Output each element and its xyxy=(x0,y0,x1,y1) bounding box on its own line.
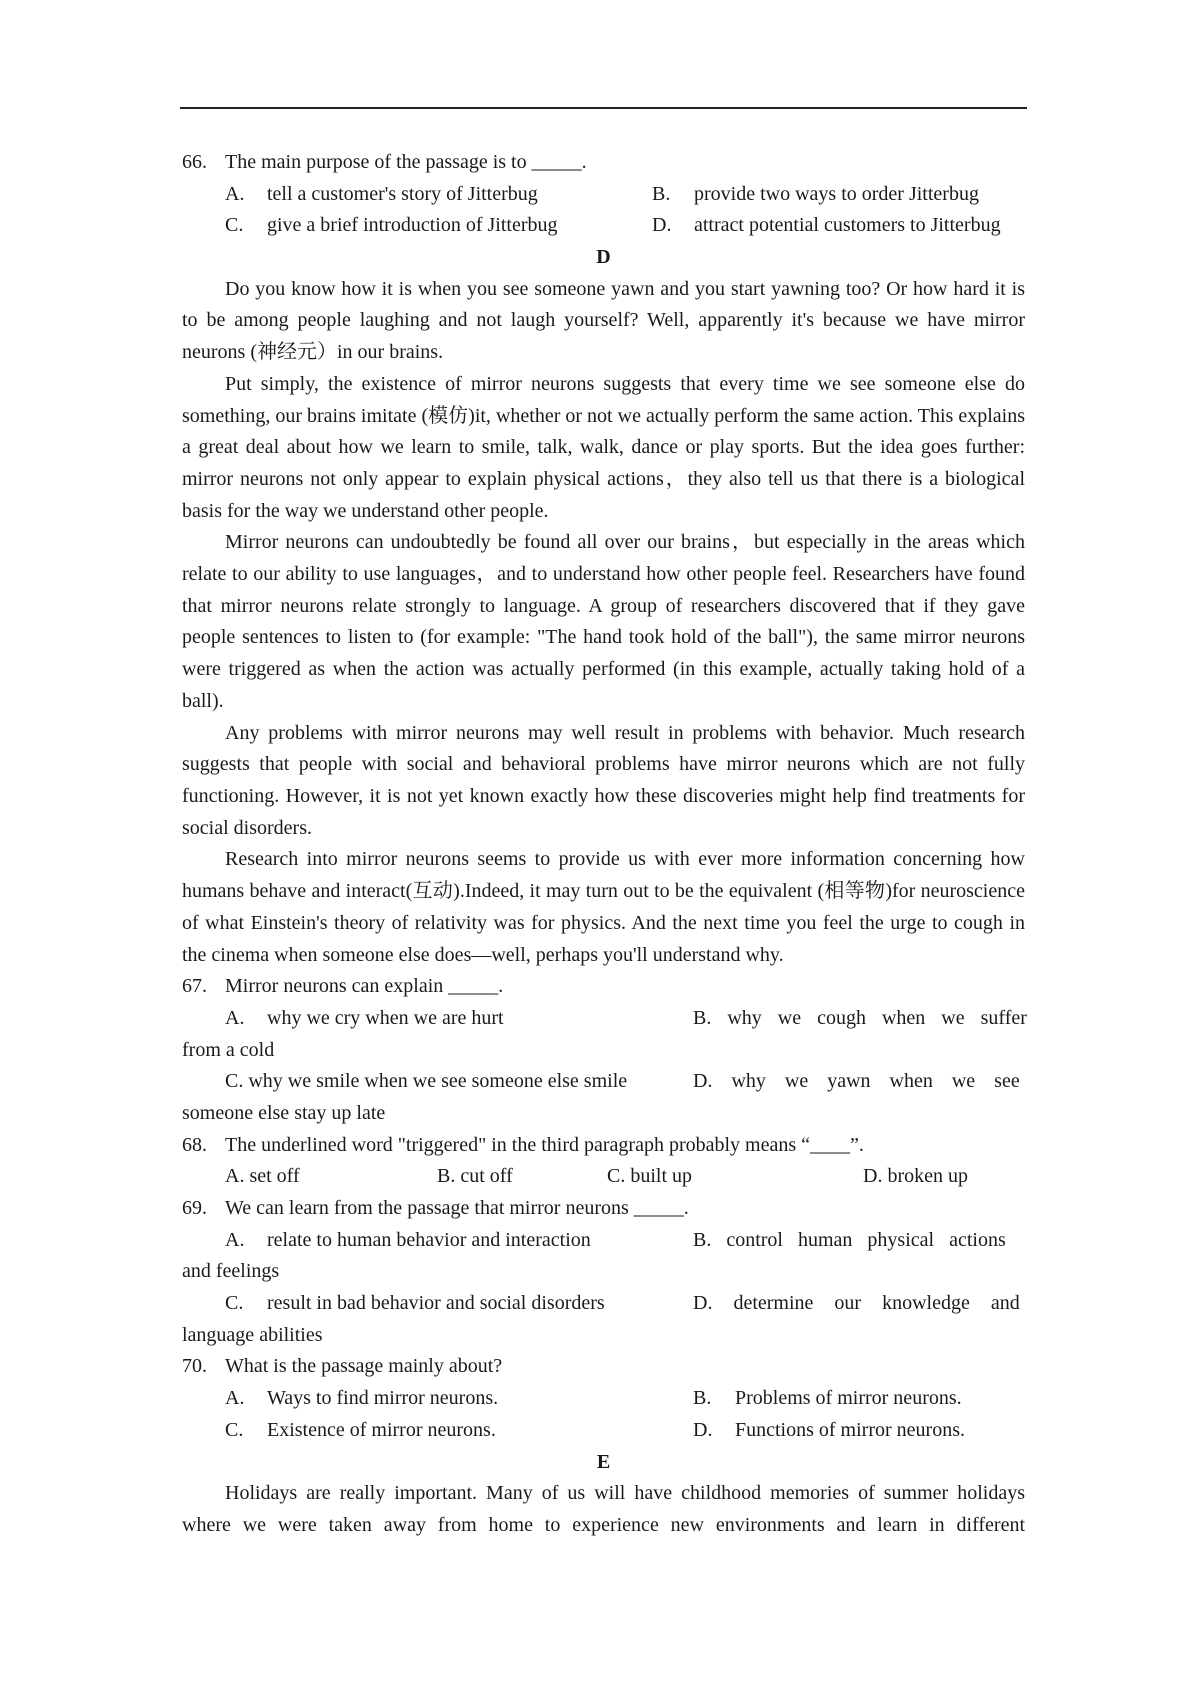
question-number: 67. xyxy=(182,975,207,998)
passage-e-paragraph-1: Holidays are really important. Many of us will have childhood memories of summer holidays where we were taken away from home to experience new environments and learn in different xyxy=(182,1482,1025,1536)
question-70 xyxy=(182,1351,1025,1383)
header-rule xyxy=(180,107,1027,109)
q70-options-row-1 xyxy=(182,1383,1025,1415)
q69-option-b-continued: and feelings xyxy=(182,1260,280,1283)
question-number: 66. xyxy=(182,151,207,173)
option-c: C. give a brief introduction of Jitterbug xyxy=(225,214,558,237)
option-d: D. attract potential customers to Jitterbug xyxy=(652,214,1001,237)
passage-d-paragraph-4: Any problems with mirror neurons may well result in problems with behavior. Much research suggests that people with social and behavioral problems have mirror neurons which are not fully functioning. However, it is not yet known exactly how these discoveries might help find treatments for social disorders. xyxy=(182,721,1025,839)
question-67 xyxy=(182,971,1025,1003)
option-d: D. Functions of mirror neurons. xyxy=(693,1418,965,1441)
question-text: The underlined word "triggered" in the third paragraph probably means “____”. xyxy=(225,1133,864,1156)
option-d: D. broken up xyxy=(863,1165,968,1188)
passage-d-paragraph-5: Research into mirror neurons seems to provide us with ever more information concerning how humans behave and interact(互动).Indeed, it may turn out to be the equivalent (相等物)for neuroscience of what Einstein's theory of relativity was for physics. And the next time you feel the urge to cough in the cinema when someone else does—well, perhaps you'll understand why. xyxy=(182,848,1025,966)
question-number: 68. xyxy=(182,1133,207,1156)
question-text: Mirror neurons can explain _____. xyxy=(225,975,504,998)
section-heading-d: D xyxy=(596,246,611,269)
q69-options-row-2 xyxy=(182,1288,1025,1320)
question-66 xyxy=(182,147,1025,179)
option-b: B. Problems of mirror neurons. xyxy=(693,1387,962,1410)
option-b: B. cut off xyxy=(437,1165,513,1188)
question-68 xyxy=(182,1130,1025,1162)
q67-option-b-continued: from a cold xyxy=(182,1038,275,1061)
passage-d-paragraph-3: Mirror neurons can undoubtedly be found all over our brains，but especially in the areas which relate to our ability to use languages，and to understand how other people feel. Researchers have found that mirror neurons relate strongly to language. A group of researchers discovered that if they gave people sentences to listen to (for example: "The hand took hold of the ball"), the same mirror neurons were triggered as when the action was actually performed (in this example, actually taking hold of a ball). xyxy=(182,531,1025,712)
q66-options-row-2 xyxy=(182,210,1025,242)
option-c: C. Existence of mirror neurons. xyxy=(225,1418,496,1441)
question-text: We can learn from the passage that mirror neurons _____. xyxy=(225,1197,689,1220)
q70-options-row-2 xyxy=(182,1415,1025,1447)
option-d: D. determine our knowledge and xyxy=(693,1292,1020,1315)
option-b: B. why we cough when we suffer xyxy=(693,1006,1027,1029)
option-c: C. why we smile when we see someone else smile xyxy=(225,1070,628,1093)
passage-d-paragraph-2: Put simply, the existence of mirror neurons suggests that every time we see someone else do something, our brains imitate (模仿)it, whether or not we actually perform the same action. This explains a great deal about how we learn to smile, talk, walk, dance or play sports. But the idea goes further: mirror neurons not only appear to explain physical actions，they also tell us that there is a biological basis for the way we understand other people. xyxy=(182,372,1025,522)
question-text: What is the passage mainly about? xyxy=(225,1355,503,1378)
option-a: A. why we cry when we are hurt xyxy=(225,1006,504,1029)
q69-option-d-continued: language abilities xyxy=(182,1323,323,1346)
q67-options-row-2 xyxy=(182,1066,1025,1098)
option-a: A. tell a customer's story of Jitterbug xyxy=(225,182,538,205)
question-69 xyxy=(182,1193,1025,1225)
question-number: 70. xyxy=(182,1355,207,1378)
q69-options-row-1 xyxy=(182,1225,1025,1257)
option-c: C. result in bad behavior and social disorders xyxy=(225,1292,605,1315)
q67-option-d-continued: someone else stay up late xyxy=(182,1101,386,1124)
page-content xyxy=(182,147,1025,1542)
option-a: A. relate to human behavior and interaction xyxy=(225,1228,591,1251)
q68-options xyxy=(182,1161,1025,1193)
option-d: D. why we yawn when we see xyxy=(693,1070,1020,1093)
option-b: B. provide two ways to order Jitterbug xyxy=(652,182,979,205)
option-b: B. control human physical actions xyxy=(693,1228,1006,1251)
option-c: C. built up xyxy=(607,1165,693,1188)
question-text: The main purpose of the passage is to _____. xyxy=(225,151,587,173)
option-a: A. set off xyxy=(225,1165,300,1188)
question-number: 69. xyxy=(182,1197,207,1220)
q67-options-row-1 xyxy=(182,1003,1025,1035)
passage-d-paragraph-1: Do you know how it is when you see someone yawn and you start yawning too? Or how hard it is to be among people laughing and not laugh yourself? Well, apparently it's because we have mirror neurons (神经元）in our brains. xyxy=(182,277,1025,364)
q66-options-row-1 xyxy=(182,179,1025,211)
section-heading-e: E xyxy=(596,1450,611,1473)
option-a: A. Ways to find mirror neurons. xyxy=(225,1387,499,1410)
